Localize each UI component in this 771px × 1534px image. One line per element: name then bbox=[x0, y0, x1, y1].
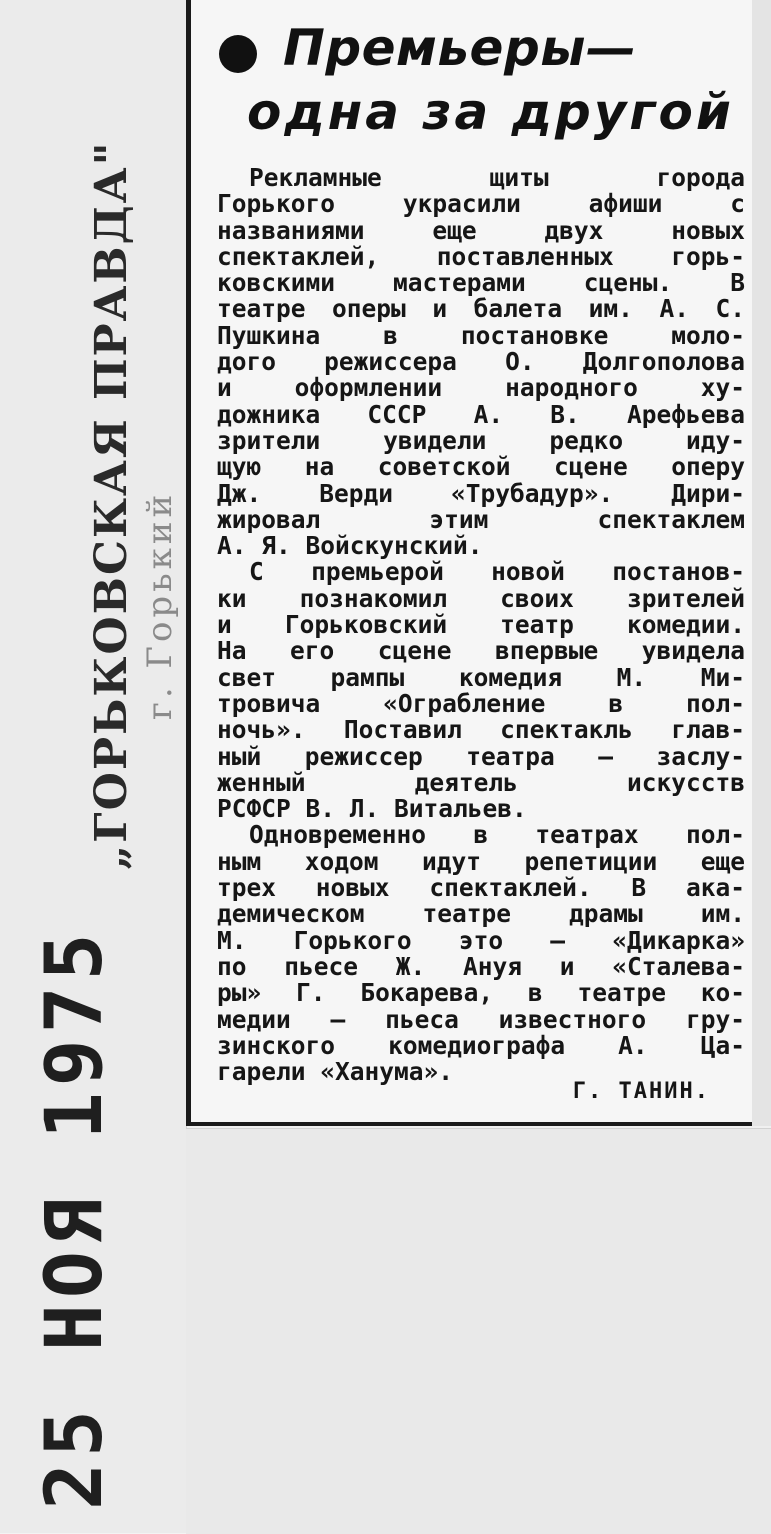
blank-backing-paper bbox=[186, 1128, 771, 1534]
text-line: трех новых спектаклей. В ака- bbox=[217, 873, 745, 903]
headline-line-2: одна за другой bbox=[247, 83, 734, 141]
newspaper-name-stamp: „ГОРЬКОВСКАЯ ПРАВДА" bbox=[86, 140, 137, 870]
text-line: и оформлении народного ху- bbox=[217, 373, 745, 403]
text-line: дого режиссера О. Долгополова bbox=[217, 347, 745, 377]
article-headline bbox=[219, 16, 739, 144]
article-paragraph bbox=[217, 559, 745, 822]
text-line: М. Горького это — «Дикарка» bbox=[217, 925, 745, 955]
text-line: Дж. Верди «Трубадур». Дири- bbox=[217, 478, 745, 508]
author-signature: Г. ТАНИН. bbox=[572, 1079, 710, 1104]
text-line: ры» Г. Бокарева, в театре ко- bbox=[217, 978, 745, 1008]
text-line: ки познакомил своих зрителей bbox=[217, 583, 745, 613]
text-line: спектаклей, поставленных горь- bbox=[217, 241, 745, 271]
scan-edge bbox=[752, 0, 771, 1126]
text-line: На его сцене впервые увидела bbox=[217, 636, 745, 666]
text-line: ным ходом идут репетиции еще bbox=[217, 846, 745, 876]
text-line: театре оперы и балета им. А. С. bbox=[217, 294, 745, 324]
text-line: щую на советской сцене оперу bbox=[217, 452, 745, 482]
text-line: женный деятель искусств bbox=[217, 767, 745, 797]
text-line: Рекламные щиты города bbox=[249, 163, 745, 192]
text-line: жировал этим спектаклем bbox=[217, 504, 745, 534]
text-line: С премьерой новой постанов- bbox=[249, 557, 745, 587]
text-line: и Горьковский театр комедии. bbox=[217, 610, 745, 640]
text-line: медии — пьеса известного гру- bbox=[217, 1004, 745, 1034]
text-line: А. Я. Войскунский. bbox=[217, 531, 483, 561]
text-line: ковскими мастерами сцены. В bbox=[217, 268, 745, 298]
newspaper-clipping bbox=[186, 0, 752, 1126]
bullet-icon bbox=[219, 35, 257, 73]
text-line: РСФСР В. Л. Витальев. bbox=[217, 794, 527, 824]
text-line: Одновременно в театрах пол- bbox=[249, 820, 745, 850]
headline-line-1: Премьеры— bbox=[283, 19, 637, 77]
text-line: по пьесе Ж. Ануя и «Сталева- bbox=[217, 951, 745, 981]
text-line: тровича «Ограбление в пол- bbox=[217, 688, 745, 718]
article-paragraph bbox=[217, 822, 745, 1085]
text-line: дожника СССР А. В. Арефьева bbox=[217, 399, 745, 429]
text-line: Горького украсили афиши с bbox=[217, 189, 745, 219]
text-line: ночь». Поставил спектакль глав- bbox=[217, 715, 745, 745]
date-stamp: 25 НОЯ 1975 bbox=[30, 927, 120, 1510]
text-line: ный режиссер театра — заслу- bbox=[217, 741, 745, 771]
text-line: свет рампы комедия М. Ми- bbox=[217, 662, 745, 692]
text-line: гарели «Ханума». bbox=[217, 1057, 454, 1087]
region-stamp: г. Горький bbox=[140, 490, 180, 720]
text-line: зрители увидели редко иду- bbox=[217, 425, 745, 455]
text-line: демическом театре драмы им. bbox=[217, 899, 745, 929]
article-body bbox=[217, 165, 745, 1085]
text-line: названиями еще двух новых bbox=[217, 215, 745, 245]
text-line: Пушкина в постановке моло- bbox=[217, 320, 745, 350]
text-line: зинского комедиографа А. Ца- bbox=[217, 1030, 745, 1060]
article-paragraph bbox=[217, 165, 745, 559]
